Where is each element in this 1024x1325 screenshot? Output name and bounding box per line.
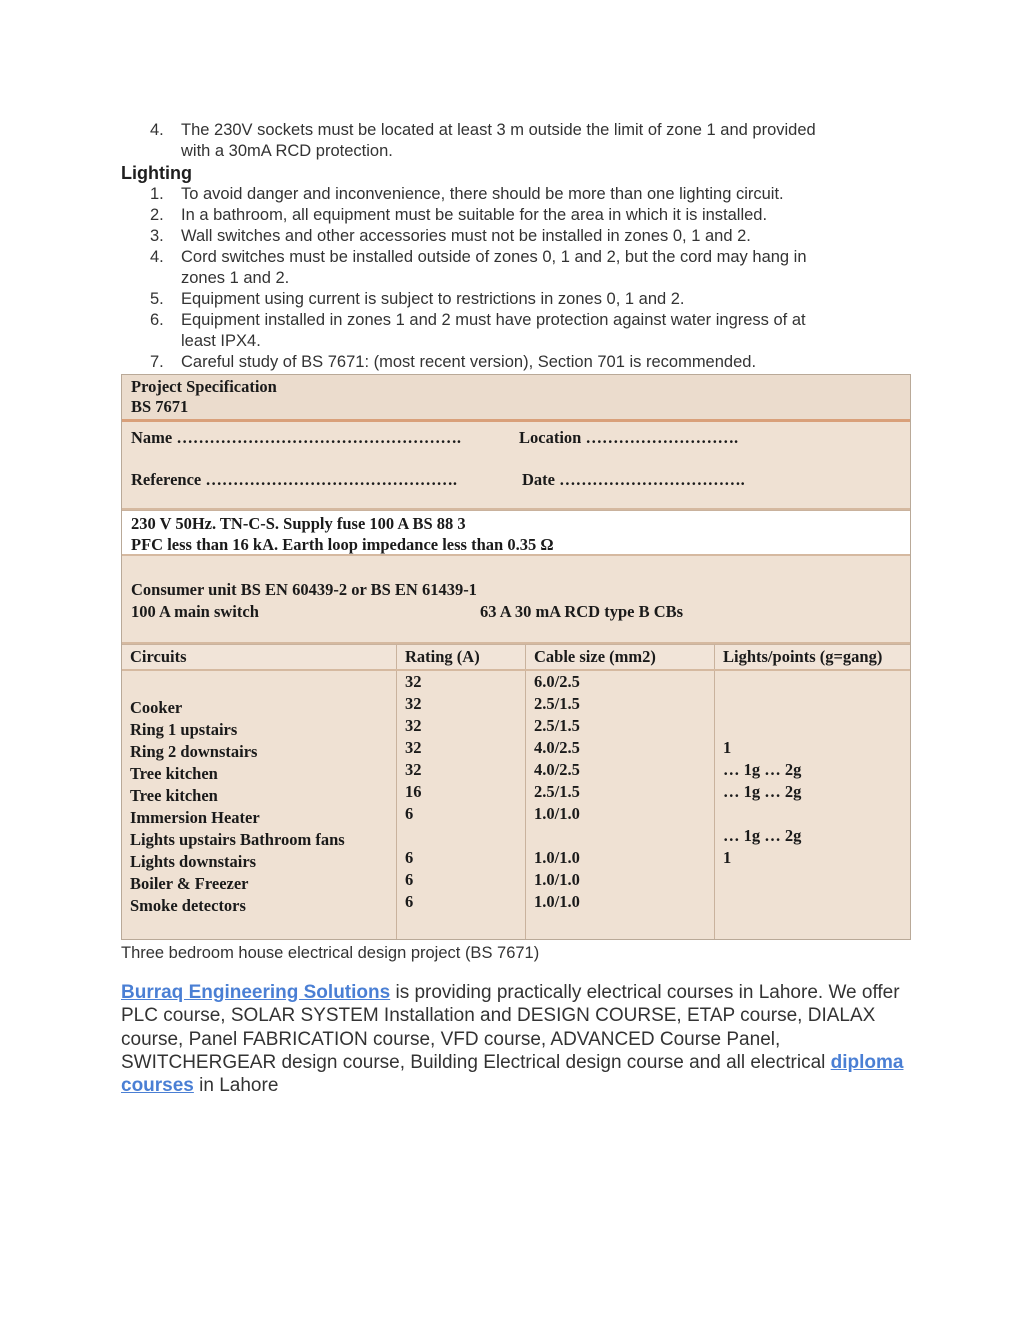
- spec-info: [122, 422, 910, 510]
- circuits-cell: [122, 670, 397, 939]
- lights-points: [723, 869, 902, 891]
- circuit-rating: 32: [405, 738, 422, 757]
- cable-size: 2.5/1.5: [534, 716, 580, 735]
- diploma-courses-link[interactable]: diploma courses: [121, 1051, 904, 1097]
- circuit-rating: 16: [405, 782, 422, 801]
- lights-points: [723, 715, 902, 737]
- cable-size: 4.0/2.5: [534, 760, 580, 779]
- ratings-cell: [397, 670, 526, 939]
- consumer-unit-info: Consumer unit BS EN 60439-2 or BS EN 61439-1 100 A main switch 63 A 30 mA RCD type B CBs: [122, 556, 910, 644]
- date-field: Date …………………………….: [522, 470, 745, 489]
- list-item: 1. To avoid danger and inconvenience, there should be more than one lighting circuit.: [150, 185, 784, 203]
- circuit-name: Ring 2 downstairs: [130, 742, 258, 761]
- name-field: Name …………………………………………….: [131, 428, 461, 447]
- circuit-rating: 6: [405, 848, 414, 867]
- lights-points: … 1g … 2g: [723, 760, 802, 779]
- list-item: 2. In a bathroom, all equipment must be suitable for the area in which it is installed.: [150, 206, 768, 224]
- lights-points: … 1g … 2g: [723, 782, 802, 801]
- col-rating: Rating (A): [397, 645, 526, 671]
- points-cell: [715, 670, 911, 939]
- circuit-name: Lights upstairs Bathroom fans: [130, 830, 345, 849]
- cable-size: 1.0/1.0: [534, 892, 580, 911]
- circuit-rating: 6: [405, 870, 414, 889]
- lights-points: … 1g … 2g: [723, 826, 802, 845]
- list-item: 7. Careful study of BS 7671: (most recent version), Section 701 is recommended.: [150, 353, 757, 371]
- lights-points: 1: [723, 738, 732, 757]
- circuit-rating: [405, 825, 517, 847]
- list-item: 4. Cord switches must be installed outside of zones 0, 1 and 2, but the cord may hang in zones 1 and 2.: [150, 248, 807, 287]
- location-field: Location ……………………….: [519, 428, 739, 447]
- cable-size: [534, 825, 706, 847]
- lighting-heading: Lighting: [121, 163, 192, 183]
- image-caption: Three bedroom house electrical design project (BS 7671): [121, 944, 540, 962]
- col-cable-size: Cable size (mm2): [526, 645, 715, 671]
- cable-size: 2.5/1.5: [534, 782, 580, 801]
- col-lights-points: Lights/points (g=gang): [715, 645, 911, 671]
- circuit-name: Boiler & Freezer: [130, 874, 249, 893]
- circuit-rating: 32: [405, 672, 422, 691]
- reference-field: Reference ……………………………………….: [131, 470, 457, 489]
- circuit-rating: 32: [405, 716, 422, 735]
- lights-points: [723, 693, 902, 715]
- circuit-name: Lights downstairs: [130, 852, 257, 871]
- lights-points: [723, 671, 902, 693]
- lights-points: [723, 891, 902, 913]
- circuit-rating: 6: [405, 804, 414, 823]
- document-page: [121, 120, 911, 1097]
- circuit-name: [130, 675, 388, 697]
- circuit-rating: 6: [405, 892, 414, 911]
- circuit-name: [130, 917, 388, 939]
- list-item: 3. Wall switches and other accessories must not be installed in zones 0, 1 and 2.: [150, 227, 751, 245]
- project-specification-table: [121, 374, 911, 940]
- spec-header: [122, 375, 910, 422]
- list-item: 6. Equipment installed in zones 1 and 2 must have protection against water ingress of at least IPX4.: [150, 311, 806, 350]
- lights-points: 1: [723, 848, 732, 867]
- circuit-name: Smoke detectors: [130, 896, 246, 915]
- cable-size: 2.5/1.5: [534, 694, 580, 713]
- supply-info: 230 V 50Hz. TN-C-S. Supply fuse 100 A BS 88 3 PFC less than 16 kA. Earth loop impedance less than 0.35 Ω: [122, 510, 910, 556]
- circuit-name: Immersion Heater: [130, 808, 260, 827]
- cable-size: 1.0/1.0: [534, 848, 580, 867]
- circuit-rating: 32: [405, 694, 422, 713]
- list-item: 5. Equipment using current is subject to restrictions in zones 0, 1 and 2.: [150, 290, 685, 308]
- cable-size: 4.0/2.5: [534, 738, 580, 757]
- circuit-name: Ring 1 upstairs: [130, 720, 238, 739]
- circuit-name: Tree kitchen: [130, 764, 218, 783]
- intro-list: [121, 120, 911, 162]
- cable-size: 6.0/2.5: [534, 672, 580, 691]
- list-item: 4. The 230V sockets must be located at least 3 m outside the limit of zone 1 and provided with a 30mA RCD protection.: [150, 121, 816, 160]
- circuit-rating: 32: [405, 760, 422, 779]
- circuits-table: [122, 644, 910, 939]
- burraq-link[interactable]: Burraq Engineering Solutions: [121, 982, 391, 1003]
- cable-size: 1.0/1.0: [534, 870, 580, 889]
- promo-paragraph: Burraq Engineering Solutions is providing practically electrical courses in Lahore. We offer PLC course, SOLAR SYSTEM Installation and DESIGN COURSE, ETAP course, DIALAX course, Panel FABRICATION course, VFD course, ADVANCED Course Panel, SWITCHERGEAR design course, Building Electrical design course and all electrical diploma courses in Lahore: [121, 982, 904, 1097]
- cable-size: 1.0/1.0: [534, 804, 580, 823]
- spec-standard: BS 7671: [131, 397, 189, 416]
- circuit-name: Cooker: [130, 698, 183, 717]
- spec-title: Project Specification: [131, 377, 277, 396]
- lights-points: [723, 803, 902, 825]
- cables-cell: [526, 670, 715, 939]
- circuit-name: Tree kitchen: [130, 786, 218, 805]
- lighting-list: [121, 184, 911, 373]
- col-circuits: Circuits: [122, 645, 397, 671]
